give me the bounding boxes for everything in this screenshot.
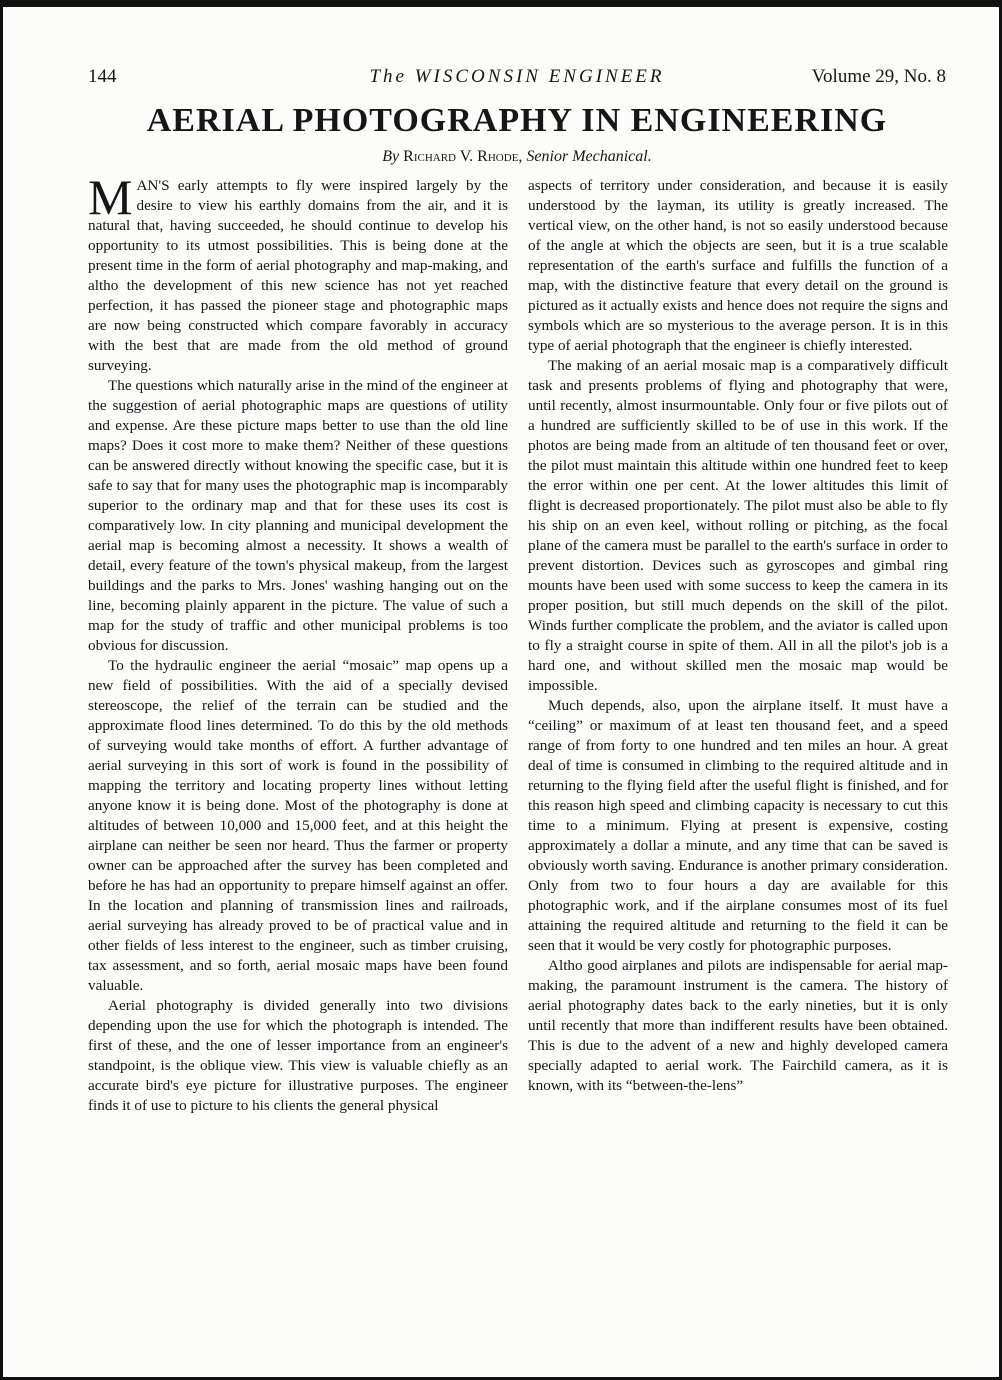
- scan-border-top: [0, 0, 1002, 7]
- drop-cap: M: [88, 169, 133, 225]
- byline-prefix: By: [382, 148, 400, 165]
- paragraph: To the hydraulic engineer the aerial “mosaic” map opens up a new field of possibilities. With the aid of a specially devised stereoscope, the relief of the terrain can be studied and the approximate flood lines determined. To do this by the old methods of surveying would take months of effort. A further advantage of aerial surveying in this sort of work is found in the possibility of mapping the territory and locating property lines without letting anyone know it is being done. Most of the photography is done at altitudes of between 10,000 and 15,000 feet, and at this height the airplane can neither be seen nor heard. Thus the farmer or property owner can be approached after the survey has been completed and before he has had an opportunity to prepare himself against an offer. In the location and planning of transmission lines and railroads, aerial surveying has already proved to be of practical value and in other fields of less interest to the engineer, such as timber cruising, tax assessment, and so forth, aerial mosaic maps have been found valuable.: [88, 657, 508, 994]
- paragraph: Much depends, also, upon the airplane itself. It must have a “ceiling” or maximum of at least ten thousand feet, and a speed range of from forty to one hundred and ten miles an hour. A great deal of time is consumed in climbing to the required altitude and in returning to the flying field after the useful flight is finished, and for this reason high speed and climbing capacity is necessary to cut this time to a minimum. Flying at present is expensive, costing approximately a dollar a minute, and any time that can be saved is obviously worth saving. Endurance is another primary consideration. Only from two to four hours a day are available for this photographic work, and if the airplane consumes most of its fuel attaining the required altitude and returning to the field it can be seen that it would be very costly for photographic purposes.: [528, 697, 948, 954]
- running-head: [88, 66, 946, 90]
- paragraph: Aerial photography is divided generally into two divisions depending upon the use for which the photograph is intended. The first of these, and the one of lesser importance from an engineer's standpoint, is the oblique view. This view is valuable chiefly as an accurate bird's eye picture for illustrative purposes. The engineer finds it of use to picture to his clients the general physical: [88, 997, 508, 1114]
- left-column: [88, 169, 508, 1116]
- byline: [88, 148, 946, 166]
- paragraph: Altho good airplanes and pilots are indispensable for aerial map-making, the paramount instrument is the camera. The history of aerial photography dates back to the early nineties, but it is only until recently that more than indifferent results have been obtained. This is due to the advent of a new and highly developed camera specially adapted to aerial work. The Fairchild camera, as it is known, with its “between-the-lens”: [528, 957, 948, 1094]
- paragraph: The making of an aerial mosaic map is a comparatively difficult task and presents problems of flying and photography that were, until recently, almost insurmountable. Only four or five pilots out of a hundred are sufficiently skilled to be of use in this work. If the photos are being made from an altitude of ten thousand feet or over, the pilot must maintain this altitude within one hundred feet to keep the error within one per cent. At the lower altitudes this limit of flight is decreased proportionately. The pilot must also be able to fly his ship on an even keel, without rolling or pitching, as the focal plane of the camera must be parallel to the earth's surface in order to prevent distortion. Devices such as gyroscopes and gimbal ring mounts have been used with some success to keep the camera in its proper position, but still much depends on the skill of the pilot. Winds further complicate the problem, and the aviator is called upon to fly a straight course in spite of them. All in all the pilot's job is a hard one, and without skilled men the mosaic map would be impossible.: [528, 357, 948, 694]
- author-name: Richard V. Rhode,: [403, 148, 523, 165]
- lead-caps: AN'S: [136, 177, 170, 194]
- paragraph: [88, 169, 508, 376]
- page-number: 144: [88, 66, 117, 87]
- volume-issue: Volume 29, No. 8: [811, 66, 946, 87]
- paragraph: aspects of territory under consideration, and because it is easily understood by the layman, its utility is greatly increased. The vertical view, on the other hand, is not so easily understood because of the angle at which the objects are seen, but it is a true scalable representation of the earth's surface and fulfills the function of a map, with the distinctive feature that every detail on the ground is pictured as it actually exists and hence does not require the signs and symbols which are so mysterious to the average person. It is in this type of aerial photograph that the engineer is chiefly interested.: [528, 177, 948, 354]
- journal-title: The WISCONSIN ENGINEER: [369, 66, 665, 87]
- paragraph-text: early attempts to fly were inspired largely by the desire to view his earthly domains from the air, and it is natural that, having succeeded, he should continue to develop his opportunity to its utmost possibilities. This is being done at the present time in the form of aerial photography and map-making, and altho the development of this new science has not yet reached perfection, it has passed the pioneer stage and photographic maps are now being constructed which compare favorably in accuracy with the best that are made from the old method of ground surveying.: [88, 177, 508, 374]
- paragraph: The questions which naturally arise in the mind of the engineer at the suggestion of aerial photographic maps are questions of utility and expense. Are these picture maps better to use than the old line maps? Does it cost more to make them? Neither of these questions can be answered directly without knowing the specific case, but it is safe to say that for many uses the photographic map is incomparably superior to the ordinary map and that for these uses its cost is comparatively low. In city planning and municipal development the aerial map is becoming almost a necessity. It shows a wealth of detail, every feature of the town's physical makeup, from the largest buildings and the parks to Mrs. Jones' washing hanging out on the line, becoming plainly apparent in the picture. The value of such a map for the study of traffic and other municipal problems is too obvious for discussion.: [88, 377, 508, 654]
- scan-border-left: [0, 0, 3, 1380]
- article-title: AERIAL PHOTOGRAPHY IN ENGINEERING: [146, 102, 888, 139]
- right-column: [528, 176, 948, 1096]
- author-role: Senior Mechanical.: [526, 148, 652, 165]
